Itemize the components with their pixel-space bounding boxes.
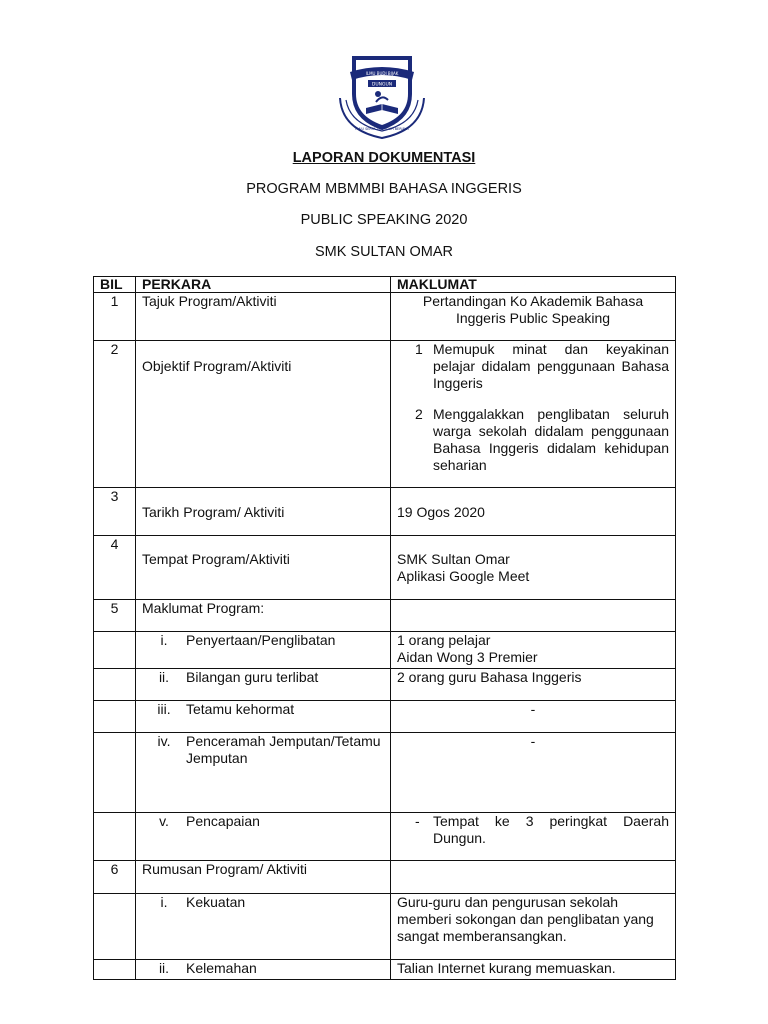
col-header-bil: BIL [94, 277, 136, 293]
row-perkara-cell [136, 960, 391, 980]
row-maklumat: Pertandingan Ko Akademik Bahasa Inggeris Public Speaking [391, 293, 676, 341]
row-bil: 6 [94, 861, 136, 894]
row-maklumat-cell [391, 632, 676, 669]
subitem-label: Penyertaan/Penglibatan [186, 632, 336, 648]
row-perkara-cell [136, 669, 391, 701]
row-maklumat: - [391, 733, 676, 813]
row-perkara: Rumusan Program/ Aktiviti [136, 861, 391, 894]
row-bil-empty [94, 669, 136, 701]
subitem-label: Tetamu kehormat [186, 701, 295, 717]
row-maklumat: Guru-guru dan pengurusan sekolah memberi sokongan dan penglibatan yang sangat memberansangkan. [391, 894, 676, 960]
objective-text: Menggalakkan penglibatan seluruh warga sekolah didalam penggunaan Bahasa Inggeris didalam kehidupan seharian [433, 406, 669, 473]
row-perkara: Maklumat Program: [136, 600, 391, 632]
subitem-numeral: iii. [157, 701, 171, 717]
col-header-maklumat: MAKLUMAT [391, 277, 676, 293]
document-title: LAPORAN DOKUMENTASI [292, 150, 476, 166]
row-perkara: Tarikh Program/ Aktiviti [142, 504, 285, 520]
row-maklumat: 19 Ogos 2020 [397, 504, 485, 520]
row-maklumat: - [391, 701, 676, 733]
table-subrow [94, 813, 676, 861]
row-maklumat-cell [391, 536, 676, 600]
bullet-dash: - [415, 813, 420, 829]
crest-motto-bottom: MAJU SERTA TANGGUH BERJAYA [355, 127, 409, 131]
subitem-numeral: ii. [158, 669, 170, 685]
table-subrow [94, 632, 676, 669]
row-perkara-cell [136, 701, 391, 733]
row-bil: 3 [94, 488, 136, 536]
row-maklumat-line: Aplikasi Google Meet [397, 568, 530, 584]
report-table [93, 276, 676, 980]
table-subrow [94, 960, 676, 980]
row-perkara-cell [136, 632, 391, 669]
row-bil: 1 [94, 293, 136, 341]
row-perkara: Tajuk Program/Aktiviti [136, 293, 391, 341]
row-maklumat-cell [391, 488, 676, 536]
row-perkara-cell [136, 813, 391, 861]
table-subrow [94, 894, 676, 960]
subitem-numeral: v. [159, 813, 169, 829]
objective-text: Memupuk minat dan keyakinan pelajar didalam penggunaan Bahasa Inggeris [433, 341, 669, 391]
crest-motto-top: ILMU BUDI BIJAK [365, 71, 399, 76]
col-header-perkara: PERKARA [136, 277, 391, 293]
table-subrow [94, 669, 676, 701]
achievement-item [397, 813, 669, 847]
row-maklumat-empty [391, 861, 676, 894]
subitem-label: Penceramah Jemputan/Tetamu Jemputan [186, 733, 381, 766]
row-maklumat-line: Aidan Wong 3 Premier [397, 649, 538, 665]
achievement-text: Tempat ke 3 peringkat Daerah Dungun. [433, 813, 669, 846]
event-line: PUBLIC SPEAKING 2020 [300, 212, 468, 228]
table-header-row [94, 277, 676, 293]
row-perkara-cell [136, 894, 391, 960]
row-bil-empty [94, 701, 136, 733]
row-perkara-cell [136, 341, 391, 488]
subitem-label: Kekuatan [186, 894, 246, 910]
subitem-label: Bilangan guru terlibat [186, 669, 319, 685]
subitem-label: Kelemahan [186, 960, 257, 976]
row-maklumat-line: SMK Sultan Omar [397, 551, 510, 567]
program-line: PROGRAM MBMMBI BAHASA INGGERIS [246, 181, 522, 197]
row-maklumat: 2 orang guru Bahasa Inggeris [391, 669, 676, 701]
row-bil-empty [94, 813, 136, 861]
row-bil-empty [94, 894, 136, 960]
table-subrow [94, 701, 676, 733]
row-perkara: Objektif Program/Aktiviti [142, 358, 292, 374]
row-maklumat-cell [391, 813, 676, 861]
row-bil-empty [94, 960, 136, 980]
table-row [94, 341, 676, 488]
school-line: SMK SULTAN OMAR [314, 244, 454, 260]
row-bil-empty [94, 632, 136, 669]
row-bil: 5 [94, 600, 136, 632]
table-row [94, 293, 676, 341]
subitem-numeral: i. [160, 894, 168, 910]
table-row [94, 536, 676, 600]
row-bil-empty [94, 733, 136, 813]
crest-town: DUNGUN [371, 82, 393, 88]
subitem-numeral: iv. [157, 733, 171, 749]
row-bil: 4 [94, 536, 136, 600]
row-bil: 2 [94, 341, 136, 488]
subitem-numeral: ii. [158, 960, 170, 976]
row-perkara-cell [136, 733, 391, 813]
subitem-label: Pencapaian [186, 813, 260, 829]
table-subrow [94, 733, 676, 813]
school-crest-logo [332, 50, 432, 140]
table-row [94, 488, 676, 536]
row-perkara-cell [136, 536, 391, 600]
row-perkara-cell [136, 488, 391, 536]
row-maklumat-cell [391, 341, 676, 488]
row-perkara: Tempat Program/Aktiviti [142, 551, 290, 567]
objective-number: 1 [415, 341, 423, 357]
row-maklumat-line: 1 orang pelajar [397, 632, 491, 648]
objective-item [397, 406, 669, 474]
objective-number: 2 [415, 406, 423, 422]
subitem-numeral: i. [160, 632, 168, 648]
table-row [94, 861, 676, 894]
row-maklumat-empty [391, 600, 676, 632]
row-maklumat: Talian Internet kurang memuaskan. [391, 960, 676, 980]
objective-item [397, 341, 669, 392]
table-row [94, 600, 676, 632]
